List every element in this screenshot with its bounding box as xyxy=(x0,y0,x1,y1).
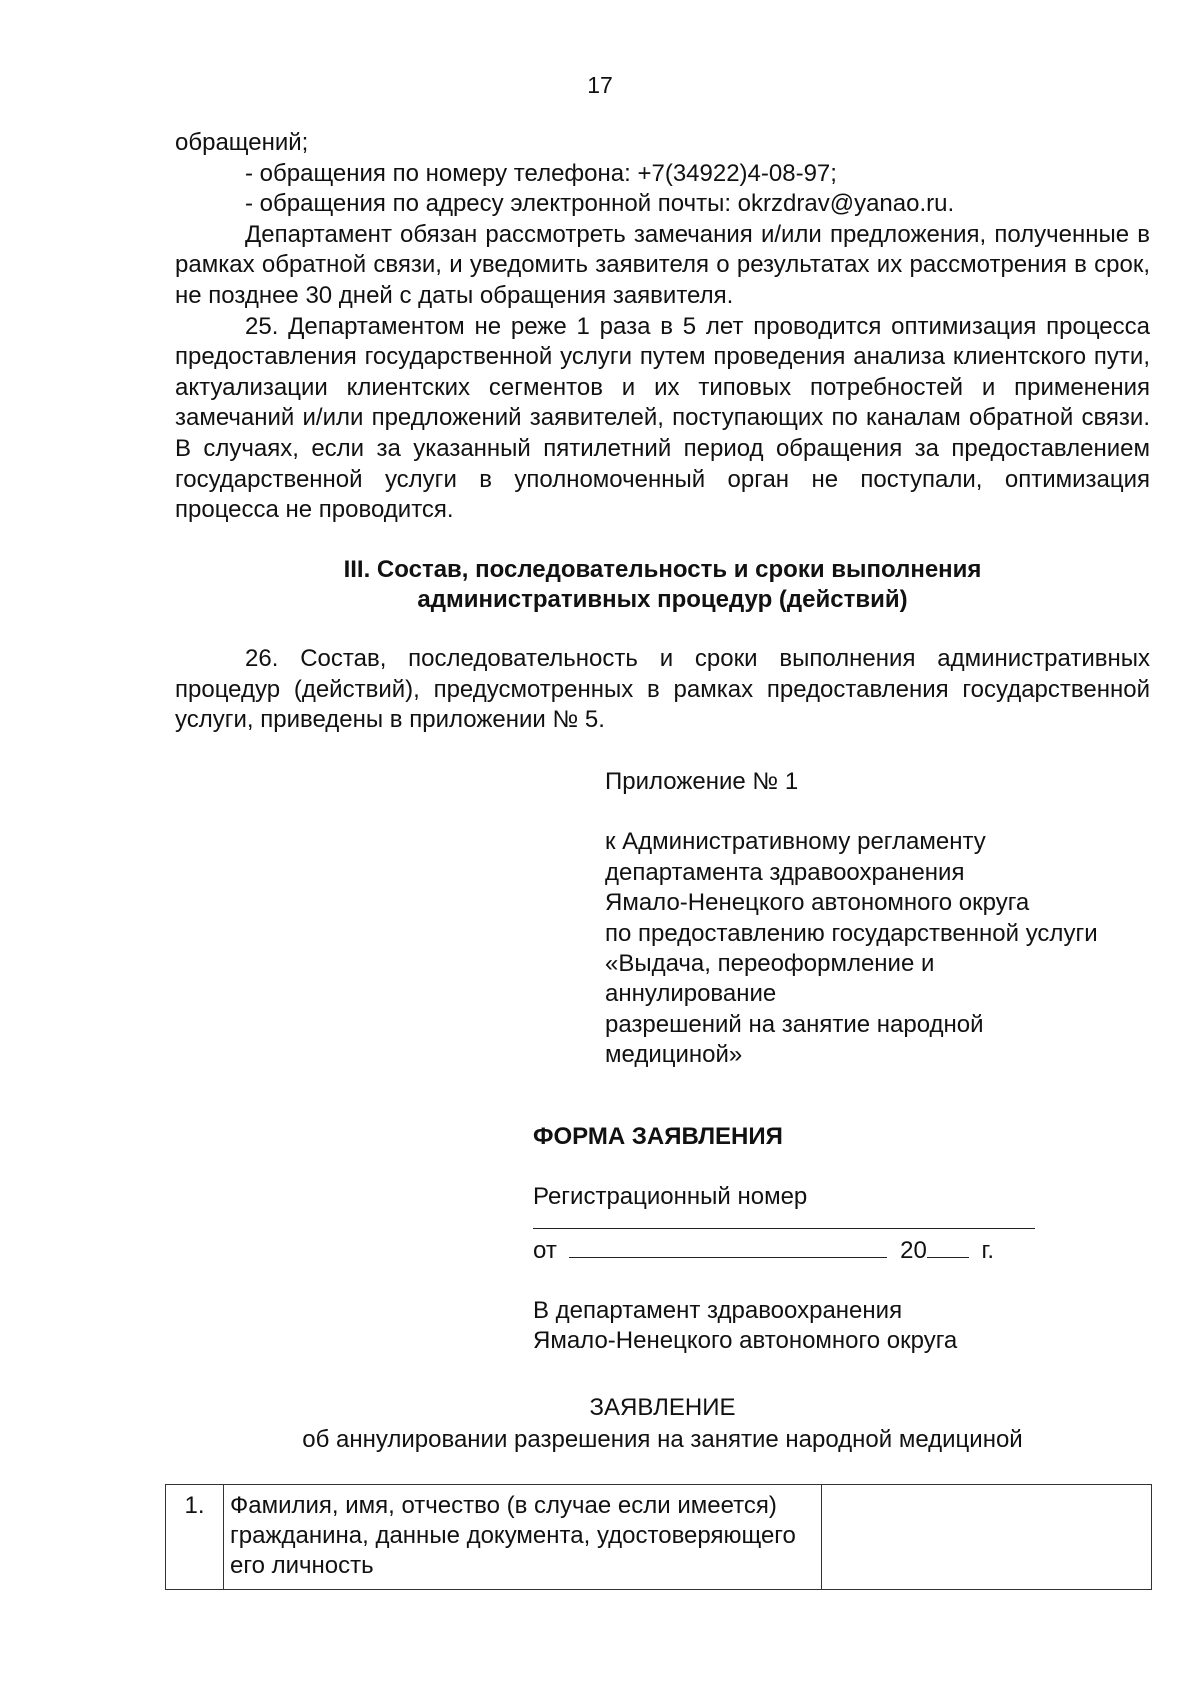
registration-label: Регистрационный номер xyxy=(533,1183,808,1210)
phone-line: - обращения по номеру телефона: +7(34922)4-08-97; xyxy=(245,159,837,187)
paragraph-26: 26. Состав, последовательность и сроки выполнения административных процедур (действий), предусмотренных в рамках предоставления государственной услуги, приведены в приложении № 5. xyxy=(175,645,1150,734)
table-row xyxy=(166,1485,1152,1590)
appendix-line: Ямало-Ненецкого автономного округа xyxy=(605,889,1030,917)
email-line: - обращения по адресу электронной почты: okrzdrav@yanao.ru. xyxy=(245,190,955,218)
appendix-title: Приложение № 1 xyxy=(605,768,799,795)
date-from-label: от xyxy=(533,1237,557,1264)
appendix-line: аннулирование xyxy=(605,980,777,1008)
appendix-line: департамента здравоохранения xyxy=(605,858,965,886)
statement-subtitle: об аннулировании разрешения на занятие народной медициной xyxy=(302,1426,1023,1453)
recipient-line1: В департамент здравоохранения xyxy=(533,1297,903,1324)
recipient xyxy=(533,1296,1093,1356)
date-line xyxy=(533,1235,1093,1266)
year-blank[interactable] xyxy=(927,1235,969,1258)
appendix-line: по предоставлению государственной услуги xyxy=(605,919,1098,947)
section-heading-line1: III. Состав, последовательность и сроки выполнения xyxy=(343,556,982,583)
date-blank[interactable] xyxy=(569,1235,887,1258)
row-label: Фамилия, имя, отчество (в случае если имеется) гражданина, данные документа, удостоверяющего его личность xyxy=(224,1485,822,1590)
body-text xyxy=(175,128,1150,526)
registration-number-line[interactable] xyxy=(533,1228,1035,1229)
statement-heading xyxy=(175,1392,1150,1456)
recipient-line2: Ямало-Ненецкого автономного округа xyxy=(533,1327,958,1354)
appendix-line: к Административному регламенту xyxy=(605,828,986,856)
section-heading-line2: административных процедур (действий) xyxy=(417,586,908,613)
appendix-block xyxy=(605,767,1165,1071)
form-title: ФОРМА ЗАЯВЛЕНИЯ xyxy=(533,1123,783,1150)
page-number: 17 xyxy=(587,72,613,98)
department-paragraph: Департамент обязан рассмотреть замечания и/или предложения, полученные в рамках обратной связи, и уведомить заявителя о результатах их рассмотрения в срок, не позднее 30 дней с даты обращения заявителя. xyxy=(175,220,1150,309)
paragraph-25: 25. Департаментом не реже 1 раза в 5 лет проводится оптимизация процесса предоставления государственной услуги путем проведения анализа клиентского пути, актуализации клиентских сегментов и их типовых потребностей и применения замечаний и/или предложений заявителей, поступающих по каналам обратной связи. В случаях, если за указанный пятилетний период обращения за предоставлением государственной услуги в уполномоченный орган не поступали, оптимизация процесса не проводится. xyxy=(175,312,1150,524)
application-table xyxy=(165,1484,1152,1590)
appendix-line: разрешений на занятие народной xyxy=(605,1010,984,1038)
date-year-prefix: 20 xyxy=(900,1237,927,1264)
row-value-cell[interactable] xyxy=(822,1485,1152,1590)
row-number: 1. xyxy=(166,1485,224,1590)
intro-line: обращений; xyxy=(175,129,309,156)
appendix-line: медициной» xyxy=(605,1041,743,1069)
statement-title: ЗАЯВЛЕНИЕ xyxy=(589,1394,736,1421)
form-block xyxy=(533,1122,1093,1356)
date-suffix: г. xyxy=(981,1237,995,1264)
section-heading xyxy=(175,555,1150,615)
appendix-line: «Выдача, переоформление и xyxy=(605,950,935,978)
